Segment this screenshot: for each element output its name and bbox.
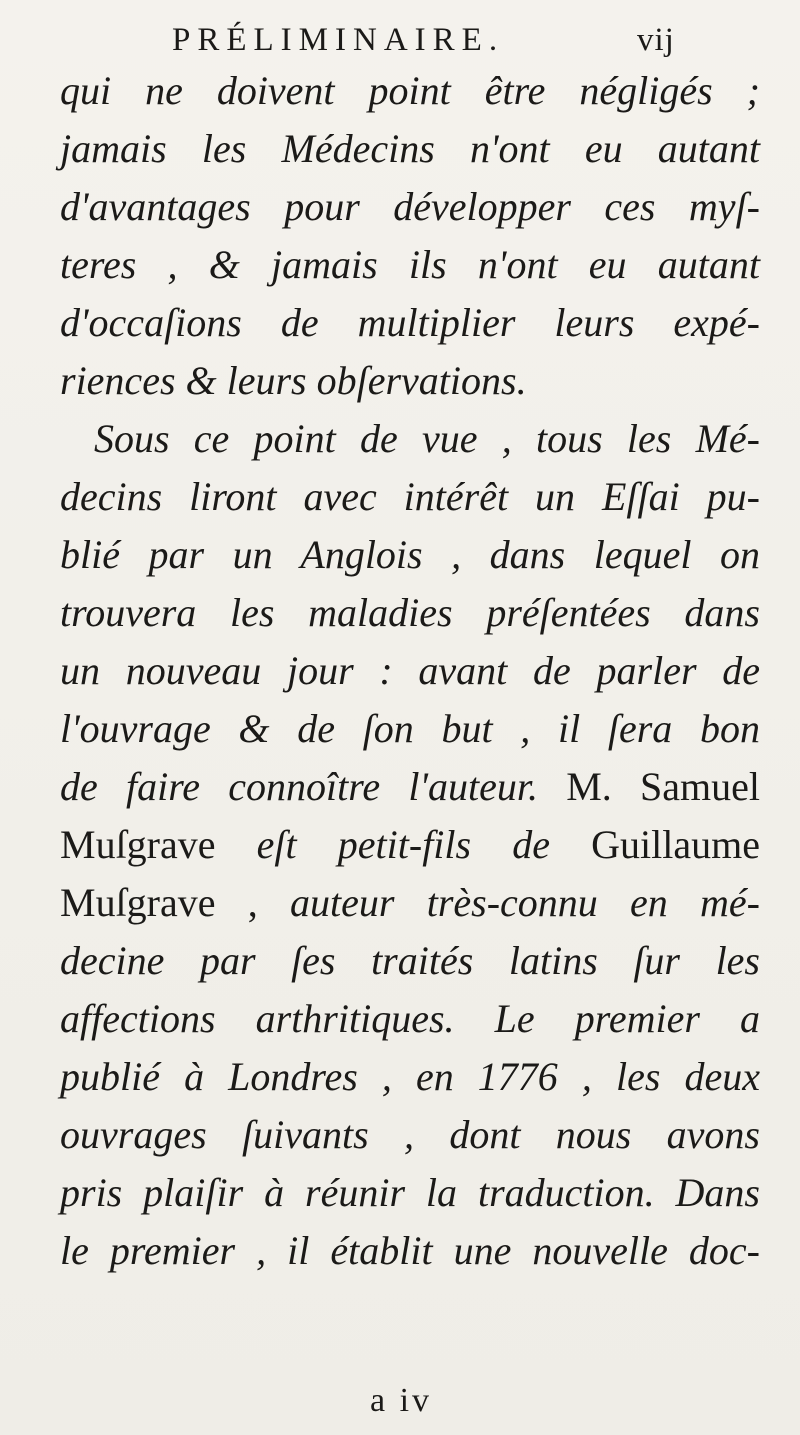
text-line bbox=[60, 758, 760, 816]
text-line bbox=[60, 1106, 760, 1164]
text-segment: auteur très-connu en mé- bbox=[290, 880, 760, 925]
text-segment: affections arthritiques. Le premier a bbox=[60, 996, 760, 1041]
text-line bbox=[60, 120, 760, 178]
text-line bbox=[60, 642, 760, 700]
page-number: vij bbox=[637, 22, 675, 58]
text-segment: ouvrages ſuivants , dont nous avons bbox=[60, 1112, 760, 1157]
text-segment: d'avantages pour développer ces myſ- bbox=[60, 184, 760, 229]
text-segment: Sous ce point de vue , tous les Mé- bbox=[94, 416, 760, 461]
signature-mark: a iv bbox=[370, 1382, 433, 1419]
text-line bbox=[60, 874, 760, 932]
text-segment: blié par un Anglois , dans lequel on bbox=[60, 532, 760, 577]
text-segment: eſt petit-fils de bbox=[256, 822, 592, 867]
text-segment: Guillaume bbox=[591, 822, 760, 867]
text-line bbox=[60, 526, 760, 584]
text-line bbox=[60, 1222, 760, 1280]
text-segment: M. Samuel bbox=[566, 764, 760, 809]
text-segment: un nouveau jour : avant de parler de bbox=[60, 648, 760, 693]
text-line bbox=[60, 236, 760, 294]
text-segment: de faire connoître l'auteur. bbox=[60, 764, 567, 809]
text-line bbox=[60, 816, 760, 874]
text-line bbox=[60, 1048, 760, 1106]
text-segment: riences & leurs obſervations. bbox=[60, 358, 527, 403]
text-segment: Muſgrave bbox=[60, 822, 257, 867]
text-line bbox=[60, 410, 760, 468]
text-line bbox=[60, 990, 760, 1048]
text-line bbox=[60, 294, 760, 352]
text-line bbox=[60, 178, 760, 236]
text-line bbox=[60, 468, 760, 526]
running-head-title: PRÉLIMINAIRE. bbox=[172, 22, 505, 58]
text-segment: teres , & jamais ils n'ont eu autant bbox=[60, 242, 760, 287]
text-line bbox=[60, 352, 760, 410]
text-segment: l'ouvrage & de ſon but , il ſera bon bbox=[60, 706, 760, 751]
text-line bbox=[60, 1164, 760, 1222]
body-text bbox=[60, 62, 760, 1280]
text-segment: le premier , il établit une nouvelle doc- bbox=[60, 1228, 760, 1273]
text-segment: pris plaiſir à réunir la traduction. Dans bbox=[60, 1170, 760, 1215]
text-segment: trouvera les maladies préſentées dans bbox=[60, 590, 760, 635]
text-line bbox=[60, 700, 760, 758]
text-segment: d'occaſions de multiplier leurs expé- bbox=[60, 300, 760, 345]
text-line bbox=[60, 932, 760, 990]
text-segment: Muſgrave , bbox=[60, 880, 291, 925]
text-segment: publié à Londres , en 1776 , les deux bbox=[60, 1054, 760, 1099]
text-segment: jamais les Médecins n'ont eu autant bbox=[60, 126, 760, 171]
text-line bbox=[60, 62, 760, 120]
text-segment: decine par ſes traités latins ſur les bbox=[60, 938, 760, 983]
text-segment: decins liront avec intérêt un Eſſai pu- bbox=[60, 474, 760, 519]
text-line bbox=[60, 584, 760, 642]
text-segment: qui ne doivent point être négligés ; bbox=[60, 68, 760, 113]
running-head bbox=[172, 22, 732, 66]
